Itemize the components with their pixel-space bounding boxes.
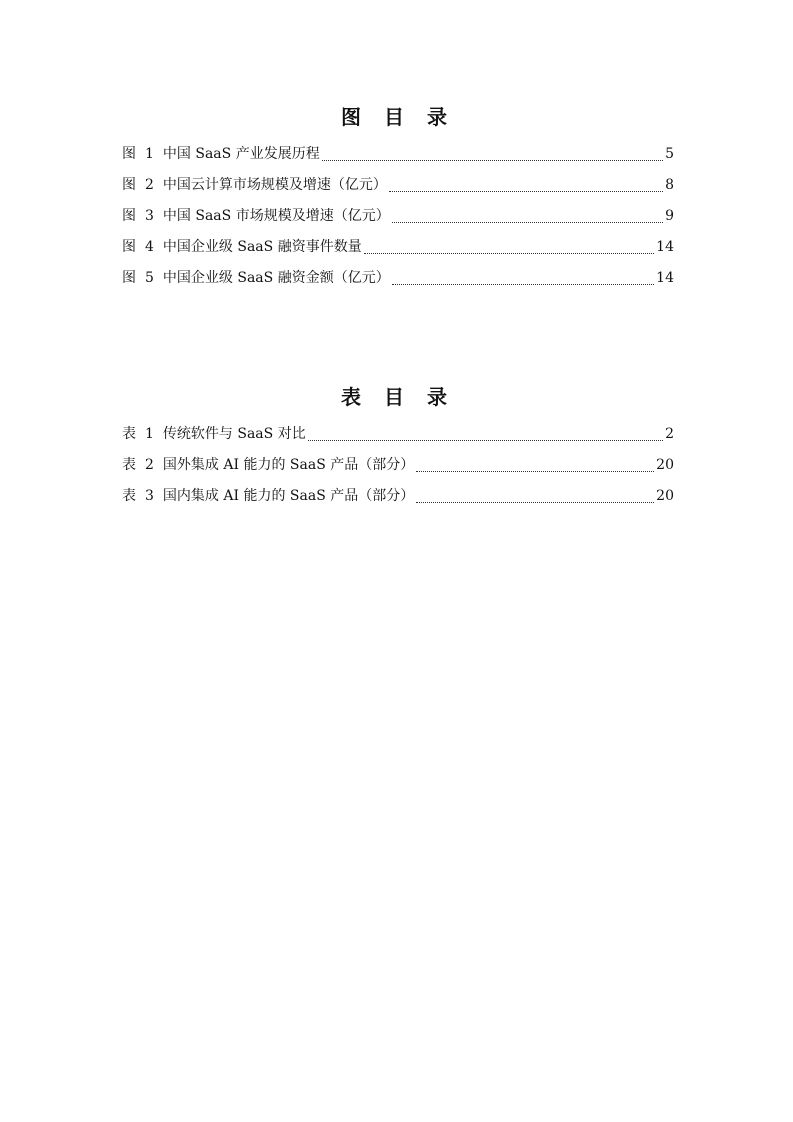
dot-leader	[416, 502, 654, 503]
entry-label	[122, 170, 387, 201]
figure-list-section	[122, 100, 674, 294]
entry-number: 3	[145, 208, 154, 224]
entry-number: 2	[145, 457, 154, 473]
entry-prefix: 图	[122, 177, 136, 193]
table-list-title: 表 目 录	[341, 385, 455, 409]
entry-title: 传统软件与 SaaS 对比	[162, 426, 306, 442]
entry-number: 4	[145, 239, 154, 255]
entry-prefix: 表	[122, 457, 136, 473]
table-list	[122, 419, 674, 512]
figure-entry-3[interactable]	[122, 201, 674, 232]
entry-title: 中国 SaaS 产业发展历程	[162, 146, 320, 162]
entry-title: 中国企业级 SaaS 融资金额（亿元）	[162, 270, 390, 286]
entry-prefix: 图	[122, 146, 136, 162]
entry-prefix: 图	[122, 270, 136, 286]
entry-label	[122, 139, 320, 170]
entry-prefix: 表	[122, 426, 136, 442]
dot-leader	[364, 253, 654, 254]
entry-title: 国内集成 AI 能力的 SaaS 产品（部分）	[162, 488, 415, 504]
entry-page-number: 14	[656, 270, 674, 286]
table-entry-2[interactable]	[122, 450, 674, 481]
entry-label	[122, 263, 390, 294]
dot-leader	[308, 440, 663, 441]
table-list-section	[122, 380, 674, 512]
entry-page-number: 14	[656, 239, 674, 255]
figure-entry-1[interactable]	[122, 139, 674, 170]
entry-label	[122, 232, 362, 263]
entry-title: 中国云计算市场规模及增速（亿元）	[162, 177, 387, 193]
entry-prefix: 表	[122, 488, 136, 504]
entry-page-number: 20	[656, 488, 674, 504]
entry-number: 3	[145, 488, 154, 504]
table-entry-3[interactable]	[122, 481, 674, 512]
entry-title: 中国企业级 SaaS 融资事件数量	[162, 239, 362, 255]
dot-leader	[392, 284, 654, 285]
entry-prefix: 图	[122, 239, 136, 255]
entry-label	[122, 419, 306, 450]
entry-title: 国外集成 AI 能力的 SaaS 产品（部分）	[162, 457, 415, 473]
entry-page-number: 20	[656, 457, 674, 473]
entry-page-number: 2	[665, 426, 674, 442]
entry-label	[122, 450, 414, 481]
table-entry-1[interactable]	[122, 419, 674, 450]
figure-entry-4[interactable]	[122, 232, 674, 263]
entry-label	[122, 201, 390, 232]
figure-entry-2[interactable]	[122, 170, 674, 201]
entry-page-number: 8	[665, 177, 674, 193]
entry-number: 5	[145, 270, 154, 286]
entry-number: 1	[145, 146, 154, 162]
dot-leader	[416, 471, 654, 472]
entry-number: 1	[145, 426, 154, 442]
figure-list	[122, 139, 674, 294]
dot-leader	[389, 191, 663, 192]
dot-leader	[322, 160, 663, 161]
dot-leader	[392, 222, 663, 223]
figure-list-title: 图 目 录	[341, 105, 455, 129]
entry-prefix: 图	[122, 208, 136, 224]
entry-number: 2	[145, 177, 154, 193]
figure-entry-5[interactable]	[122, 263, 674, 294]
entry-page-number: 5	[665, 146, 674, 162]
entry-label	[122, 481, 414, 512]
entry-page-number: 9	[665, 208, 674, 224]
entry-title: 中国 SaaS 市场规模及增速（亿元）	[162, 208, 390, 224]
